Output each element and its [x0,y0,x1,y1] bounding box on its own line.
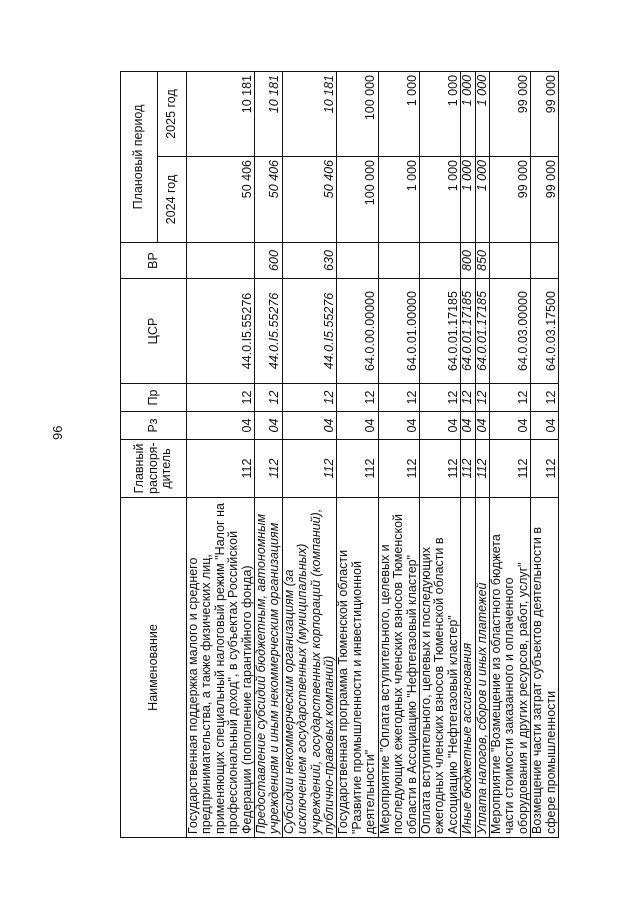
row-rz: 04 [378,412,419,440]
row-glavny: 112 [255,440,283,498]
table-row [187,71,255,837]
table-row [531,71,559,837]
table-row [255,71,283,837]
row-2024: 50 406 [255,157,283,243]
row-pr: 12 [337,384,378,412]
row-glavny: 112 [461,440,475,498]
budget-table-sheet [120,72,625,838]
header-rz: Рз [121,412,187,440]
row-2025: 1 000 [378,71,419,156]
row-rz: 04 [255,412,283,440]
row-name: Государственная программа Тюменской области "Развитие промышленности и инвестиционной деятельности" [337,498,378,838]
row-pr: 12 [461,384,475,412]
row-name: Мероприятие "Оплата вступительного, целевых и последующих ежегодных членских взносов Тюменской области в Ассоциацию "Нефтегазовый кластер" [378,498,419,838]
row-rz: 04 [531,412,559,440]
row-pr: 12 [378,384,419,412]
row-rz: 04 [337,412,378,440]
row-2025: 10 181 [187,71,255,156]
header-csr: ЦСР [121,279,187,384]
row-glavny: 112 [531,440,559,498]
row-2024: 50 406 [187,157,255,243]
row-vr [489,243,530,279]
budget-table [120,71,559,838]
row-csr: 64.0.03.17500 [531,279,559,384]
row-vr [419,243,460,279]
row-rz: 04 [419,412,460,440]
row-pr: 12 [255,384,283,412]
row-2025: 100 000 [337,71,378,156]
row-name: Государственная поддержка малого и среднего предпринимательства, а также физических лиц, применяющих специальный налоговый режим "Налог на профессиональный доход", в субъектах Российской Федерации (пополнение гарантийного фонда) [187,498,255,838]
row-rz: 04 [461,412,475,440]
table-row [337,71,378,837]
header-planned-period: Плановый период [121,71,158,242]
row-name: Уплата налогов, сборов и иных платежей [475,498,489,838]
row-2025: 10 181 [255,71,283,156]
header-vr: ВР [121,243,187,279]
row-vr [378,243,419,279]
table-row [378,71,419,837]
header-pr: Пр [121,384,187,412]
row-2025: 10 181 [282,71,337,156]
row-name: Мероприятие "Возмещение из областного бюджета части стоимости заказанного и оплаченного оборудования и других ресурсов, работ, услуг" [489,498,530,838]
row-2024: 100 000 [337,157,378,243]
row-pr: 12 [282,384,337,412]
table-row [419,71,460,837]
row-pr: 12 [489,384,530,412]
row-vr: 630 [282,243,337,279]
page-number: 96 [50,425,65,440]
row-vr: 850 [475,243,489,279]
table-row [489,71,530,837]
row-glavny: 112 [282,440,337,498]
row-vr [337,243,378,279]
header-glavny: Главный распоря-дитель [121,440,187,498]
row-glavny: 112 [489,440,530,498]
row-csr: 64.0.03.00000 [489,279,530,384]
row-2024: 50 406 [282,157,337,243]
row-rz: 04 [282,412,337,440]
row-name: Возмещение части затрат субъектов деятельности в сфере промышленности [531,498,559,838]
row-2025: 99 000 [489,71,530,156]
row-2025: 1 000 [461,71,475,156]
row-2024: 1 000 [419,157,460,243]
table-row [282,71,337,837]
row-csr: 44.0.I5.55276 [282,279,337,384]
row-2025: 99 000 [531,71,559,156]
header-year-2025: 2025 год [158,71,187,156]
row-2025: 1 000 [475,71,489,156]
header-name: Наименование [121,498,187,838]
row-glavny: 112 [378,440,419,498]
row-vr [187,243,255,279]
row-pr: 12 [475,384,489,412]
row-rz: 04 [475,412,489,440]
row-2024: 99 000 [531,157,559,243]
row-rz: 04 [187,412,255,440]
row-2024: 1 000 [475,157,489,243]
table-row [475,71,489,837]
row-rz: 04 [489,412,530,440]
row-2024: 99 000 [489,157,530,243]
header-year-2024: 2024 год [158,157,187,243]
row-2024: 1 000 [378,157,419,243]
row-csr: 64.0.01.17185 [461,279,475,384]
row-csr: 44.0.I5.55276 [255,279,283,384]
row-pr: 12 [531,384,559,412]
row-glavny: 112 [419,440,460,498]
row-name: Субсидии некоммерческим организациям (за исключением государственных (муниципальных) учреждений, государственных корпораций (компаний), публично-правовых компаний) [282,498,337,838]
row-csr: 44.0.I5.55276 [187,279,255,384]
row-glavny: 112 [337,440,378,498]
row-glavny: 112 [187,440,255,498]
row-2024: 1 000 [461,157,475,243]
row-2025: 1 000 [419,71,460,156]
row-vr: 800 [461,243,475,279]
row-csr: 64.0.01.17185 [475,279,489,384]
row-vr [531,243,559,279]
row-glavny: 112 [475,440,489,498]
row-csr: 64.0.00.00000 [337,279,378,384]
table-body [187,71,559,837]
row-csr: 64.0.01.00000 [378,279,419,384]
row-csr: 64.0.01.17185 [419,279,460,384]
row-name: Оплата вступительного, целевых и последующих ежегодных членских взносов Тюменской области в Ассоциацию "Нефтегазовый кластер" [419,498,460,838]
row-vr: 600 [255,243,283,279]
row-pr: 12 [187,384,255,412]
row-name: Иные бюджетные ассигнования [461,498,475,838]
row-pr: 12 [419,384,460,412]
table-row [461,71,475,837]
row-name: Предоставление субсидий бюджетным, автономным учреждениям и иным некоммерческим организациям [255,498,283,838]
